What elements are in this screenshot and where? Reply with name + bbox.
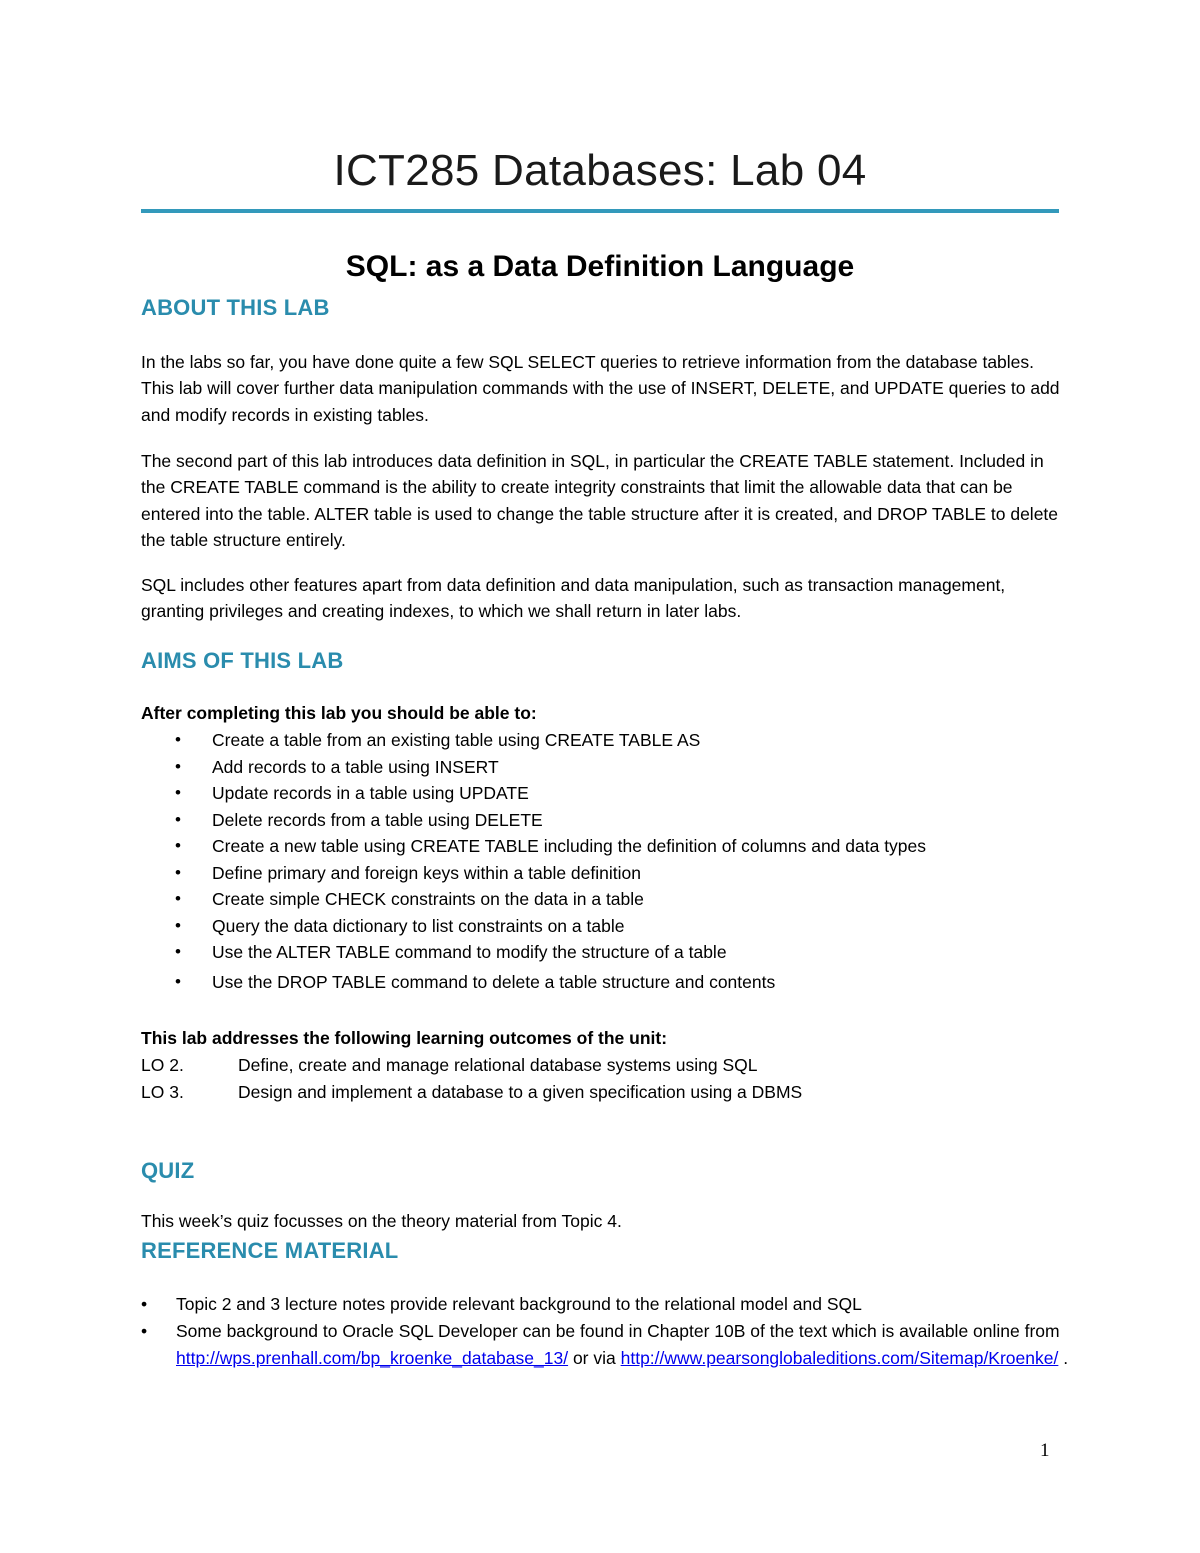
aims-list xyxy=(141,727,926,995)
outcomes-intro: This lab addresses the following learning outcomes of the unit: xyxy=(141,1028,668,1048)
bullet-icon: • xyxy=(141,1294,148,1314)
bullet-icon: • xyxy=(175,942,181,961)
quiz-text: This week’s quiz focusses on the theory material from Topic 4. xyxy=(141,1211,622,1231)
list-item: • Use the DROP TABLE command to delete a table structure and contents xyxy=(141,969,926,996)
bullet-icon: • xyxy=(175,809,181,829)
page-number: 1 xyxy=(1040,1440,1050,1461)
outcome-row xyxy=(141,1079,802,1105)
outcome-row xyxy=(141,1052,757,1078)
bullet-icon: • xyxy=(175,836,181,855)
prenhall-link[interactable]: http://wps.prenhall.com/bp_kroenke_database_13/ xyxy=(176,1348,569,1368)
list-item: • Create simple CHECK constraints on the data in a table xyxy=(141,886,926,913)
list-item: • Create a table from an existing table using CREATE TABLE AS xyxy=(141,727,926,754)
bullet-icon: • xyxy=(175,756,181,776)
title-underline xyxy=(141,209,1059,213)
list-item: • Some background to Oracle SQL Developer can be found in Chapter 10B of the text which is available online from http://wps.prenhall.com/bp_kroenke_database_13/ or via http://www.pearsonglobaleditions.com/Sitemap/Kroenke/ . xyxy=(141,1318,1071,1372)
outcome-code: LO 3. xyxy=(141,1082,184,1102)
about-paragraph-1: In the labs so far, you have done quite a few SQL SELECT queries to retrieve information from the database tables. This lab will cover further data manipulation commands with the use of INSERT, DELETE, and UPDATE queries to add and modify records in existing tables. xyxy=(141,352,1060,425)
quiz-heading: QUIZ xyxy=(141,1158,195,1183)
pearson-link[interactable]: http://www.pearsonglobaleditions.com/Sitemap/Kroenke/ xyxy=(620,1348,1059,1368)
outcome-text: Design and implement a database to a given specification using a DBMS xyxy=(238,1082,803,1102)
list-item: • Query the data dictionary to list constraints on a table xyxy=(141,913,926,940)
list-item: • Topic 2 and 3 lecture notes provide relevant background to the relational model and SQL xyxy=(141,1291,1071,1318)
reference-list xyxy=(141,1291,1071,1372)
list-item: • Update records in a table using UPDATE xyxy=(141,780,926,807)
aims-heading: AIMS OF THIS LAB xyxy=(141,648,344,673)
about-paragraph-3: SQL includes other features apart from data definition and data manipulation, such as transaction management, granting privileges and creating indexes, to which we shall return in later labs. xyxy=(141,575,1006,622)
page-title: ICT285 Databases: Lab 04 xyxy=(333,146,867,195)
list-item: • Use the ALTER TABLE command to modify the structure of a table xyxy=(141,939,926,966)
outcome-text: Define, create and manage relational database systems using SQL xyxy=(238,1055,758,1075)
bullet-icon: • xyxy=(175,862,181,882)
bullet-icon: • xyxy=(175,783,181,802)
list-item: • Create a new table using CREATE TABLE including the definition of columns and data types xyxy=(141,833,926,860)
bullet-icon: • xyxy=(141,1321,148,1341)
bullet-icon: • xyxy=(175,915,181,935)
aims-intro: After completing this lab you should be able to: xyxy=(141,703,537,723)
list-item: • Delete records from a table using DELETE xyxy=(141,807,926,834)
about-heading: ABOUT THIS LAB xyxy=(141,295,330,320)
bullet-icon: • xyxy=(175,971,181,991)
outcome-code: LO 2. xyxy=(141,1055,184,1075)
page-subtitle: SQL: as a Data Definition Language xyxy=(345,250,855,283)
list-item: • Add records to a table using INSERT xyxy=(141,754,926,781)
reference-heading: REFERENCE MATERIAL xyxy=(141,1238,399,1263)
list-item: • Define primary and foreign keys within a table definition xyxy=(141,860,926,887)
about-paragraph-2: The second part of this lab introduces data definition in SQL, in particular the CREATE TABLE statement. Included in the CREATE TABLE command is the ability to create integrity constraints that limit the allowable data that can be entered into the table. ALTER table is used to change the table structure after it is created, and DROP TABLE to delete the table structure entirely. xyxy=(141,451,1059,551)
bullet-icon: • xyxy=(175,889,181,908)
bullet-icon: • xyxy=(175,730,181,749)
